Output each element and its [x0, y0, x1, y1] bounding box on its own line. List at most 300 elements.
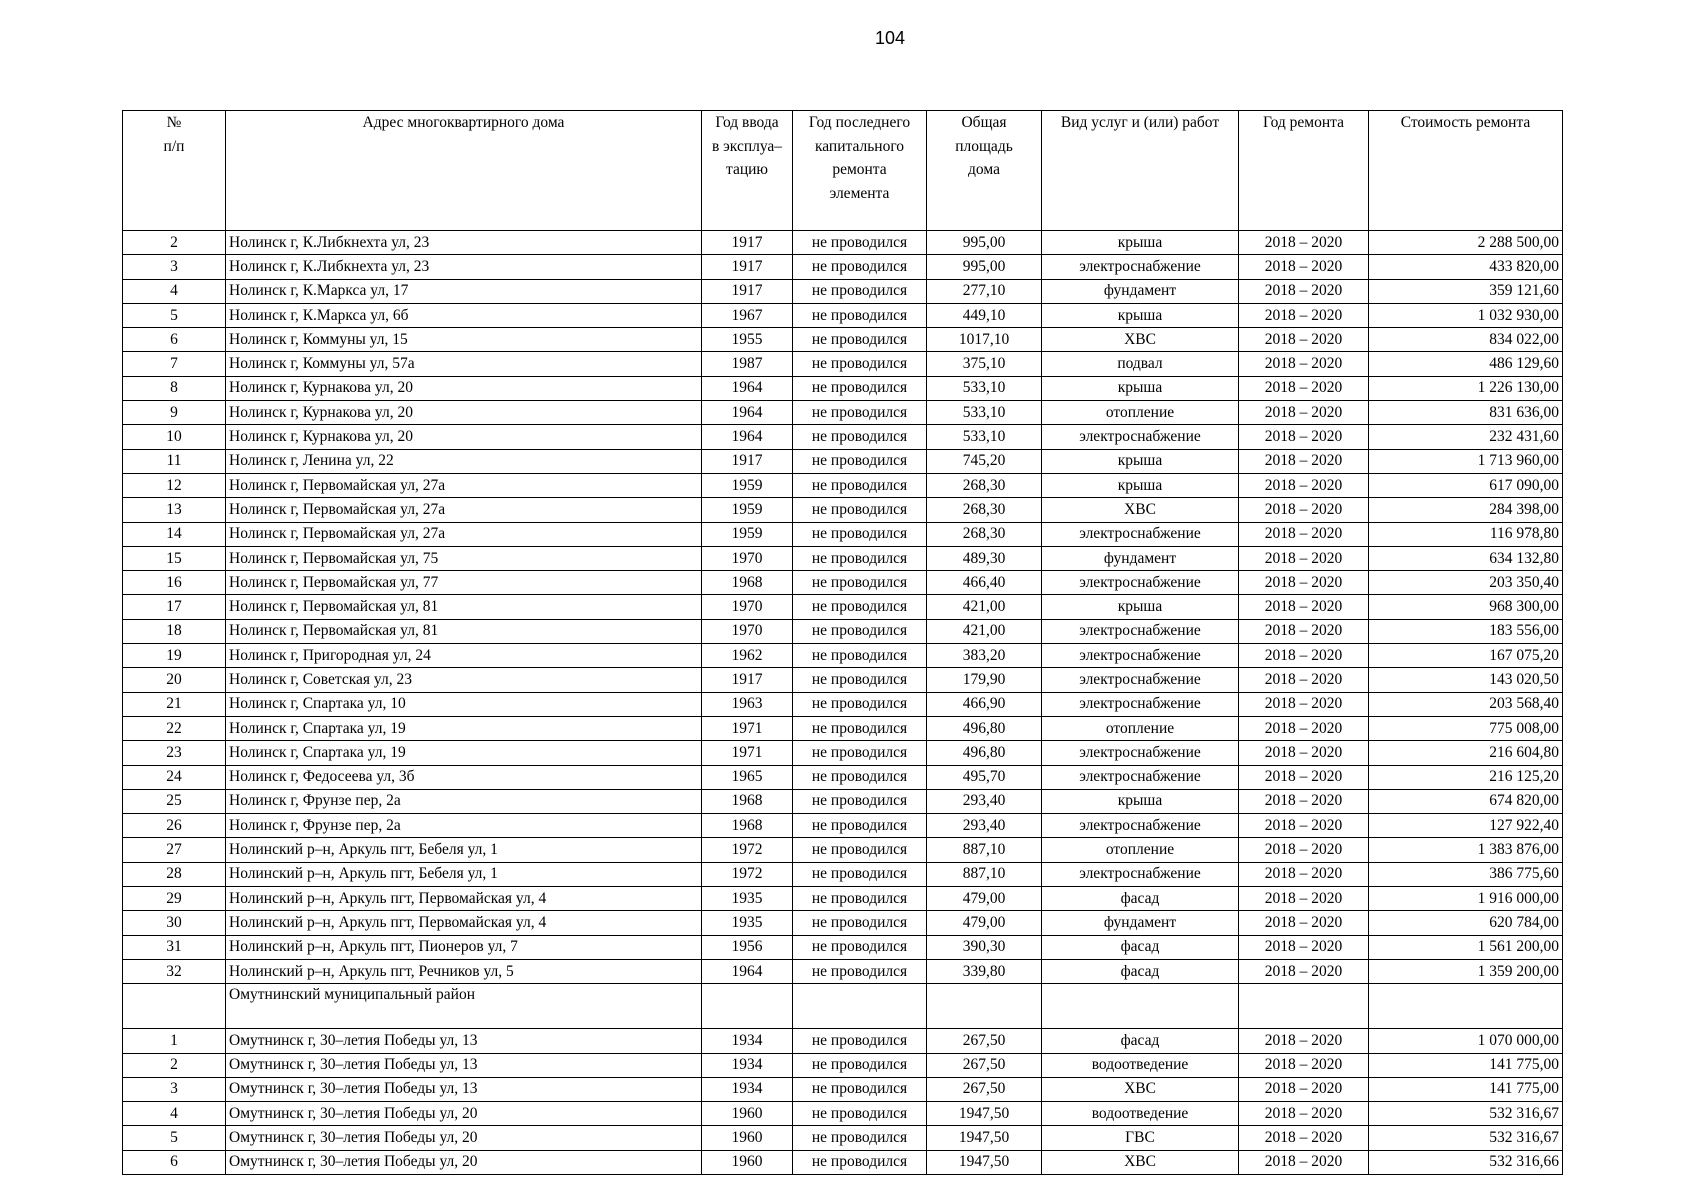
cell-address: Нолинск г, К.Маркса ул, 17 — [226, 279, 702, 303]
cell-repair-period: 2018 – 2020 — [1239, 911, 1369, 935]
cell-last-repair: не проводился — [793, 352, 927, 376]
cell-service: электроснабжение — [1042, 741, 1239, 765]
cell-area: 267,50 — [927, 1029, 1042, 1053]
table-row — [123, 231, 1563, 255]
cell-cost: 634 132,80 — [1369, 546, 1563, 570]
cell-address: Нолинск г, Первомайская ул, 77 — [226, 571, 702, 595]
cell-last-repair: не проводился — [793, 255, 927, 279]
cell-service: крыша — [1042, 789, 1239, 813]
cell-area: 277,10 — [927, 279, 1042, 303]
cell-cost: 232 431,60 — [1369, 425, 1563, 449]
cell-repair-period: 2018 – 2020 — [1239, 1126, 1369, 1150]
cell-cost: 1 226 130,00 — [1369, 376, 1563, 400]
cell-year: 1970 — [702, 546, 793, 570]
cell-service: ГВС — [1042, 1126, 1239, 1150]
header-line: Адрес многоквартирного дома — [362, 114, 565, 131]
header-line: в эксплуа– — [711, 137, 783, 155]
cell-area: 293,40 — [927, 814, 1042, 838]
header-line: Год ремонта — [1263, 114, 1344, 131]
cell-last-repair: не проводился — [793, 887, 927, 911]
cell-last-repair: не проводился — [793, 789, 927, 813]
table-row — [123, 741, 1563, 765]
header-line: п/п — [163, 137, 185, 155]
cell-service: фасад — [1042, 959, 1239, 983]
cell-repair-period: 2018 – 2020 — [1239, 765, 1369, 789]
cell-year: 1960 — [702, 1126, 793, 1150]
cell-area: 268,30 — [927, 522, 1042, 546]
table-row — [123, 959, 1563, 983]
header-address — [226, 111, 702, 231]
cell-repair-period: 2018 – 2020 — [1239, 644, 1369, 668]
header-year-in — [702, 111, 793, 231]
cell-area: 179,90 — [927, 668, 1042, 692]
cell-repair-period: 2018 – 2020 — [1239, 473, 1369, 497]
cell-year: 1917 — [702, 668, 793, 692]
cell-num: 20 — [123, 668, 226, 692]
cell-cost: 359 121,60 — [1369, 279, 1563, 303]
cell-repair-period: 2018 – 2020 — [1239, 255, 1369, 279]
cell-last-repair: не проводился — [793, 279, 927, 303]
cell-service: отопление — [1042, 838, 1239, 862]
cell-cost: 532 316,67 — [1369, 1102, 1563, 1126]
cell-service: крыша — [1042, 376, 1239, 400]
empty-cell — [1369, 984, 1563, 1029]
cell-service: фундамент — [1042, 279, 1239, 303]
cell-cost: 116 978,80 — [1369, 522, 1563, 546]
empty-cell — [1042, 984, 1239, 1029]
cell-num: 21 — [123, 692, 226, 716]
table-row — [123, 255, 1563, 279]
cell-service: ХВС — [1042, 1077, 1239, 1101]
cell-last-repair: не проводился — [793, 425, 927, 449]
cell-area: 1947,50 — [927, 1102, 1042, 1126]
cell-last-repair: не проводился — [793, 1126, 927, 1150]
empty-cell — [123, 984, 226, 1029]
header-repair-year — [1239, 111, 1369, 231]
cell-repair-period: 2018 – 2020 — [1239, 692, 1369, 716]
cell-year: 1917 — [702, 279, 793, 303]
cell-repair-period: 2018 – 2020 — [1239, 1053, 1369, 1077]
cell-service: фасад — [1042, 935, 1239, 959]
cell-cost: 127 922,40 — [1369, 814, 1563, 838]
header-num — [123, 111, 226, 231]
cell-year: 1971 — [702, 741, 793, 765]
cell-last-repair: не проводился — [793, 911, 927, 935]
empty-cell — [702, 984, 793, 1029]
cell-address: Нолинск г, Спартака ул, 19 — [226, 741, 702, 765]
cell-num: 25 — [123, 789, 226, 813]
cell-address: Нолинск г, Пригородная ул, 24 — [226, 644, 702, 668]
cell-repair-period: 2018 – 2020 — [1239, 425, 1369, 449]
cell-address: Нолинский р–н, Аркуль пгт, Первомайская ул, 4 — [226, 911, 702, 935]
cell-service: электроснабжение — [1042, 765, 1239, 789]
cell-year: 1917 — [702, 449, 793, 473]
cell-num: 28 — [123, 862, 226, 886]
cell-service: ХВС — [1042, 328, 1239, 352]
cell-address: Нолинск г, Курнакова ул, 20 — [226, 401, 702, 425]
table-row — [123, 595, 1563, 619]
cell-last-repair: не проводился — [793, 303, 927, 327]
header-line: дома — [968, 161, 1000, 178]
header-line: капитального — [814, 137, 905, 155]
cell-num: 29 — [123, 887, 226, 911]
cell-year: 1956 — [702, 935, 793, 959]
cell-repair-period: 2018 – 2020 — [1239, 814, 1369, 838]
district-row — [123, 984, 1563, 1029]
cell-service: электроснабжение — [1042, 255, 1239, 279]
cell-num: 2 — [123, 1053, 226, 1077]
table-row — [123, 352, 1563, 376]
header-line: ремонта — [832, 161, 887, 178]
cell-address: Нолинск г, Коммуны ул, 15 — [226, 328, 702, 352]
cell-area: 1947,50 — [927, 1150, 1042, 1174]
cell-repair-period: 2018 – 2020 — [1239, 571, 1369, 595]
cell-last-repair: не проводился — [793, 571, 927, 595]
cell-repair-period: 2018 – 2020 — [1239, 619, 1369, 643]
cell-last-repair: не проводился — [793, 1053, 927, 1077]
table-body — [123, 231, 1563, 1175]
cell-num: 24 — [123, 765, 226, 789]
header-line: тацию — [725, 161, 768, 178]
cell-year: 1964 — [702, 425, 793, 449]
cell-area: 995,00 — [927, 255, 1042, 279]
cell-address: Нолинск г, Первомайская ул, 81 — [226, 619, 702, 643]
cell-area: 887,10 — [927, 838, 1042, 862]
cell-address: Нолинский р–н, Аркуль пгт, Бебеля ул, 1 — [226, 838, 702, 862]
cell-repair-period: 2018 – 2020 — [1239, 303, 1369, 327]
cell-area: 375,10 — [927, 352, 1042, 376]
cell-area: 466,90 — [927, 692, 1042, 716]
cell-num: 5 — [123, 1126, 226, 1150]
cell-area: 449,10 — [927, 303, 1042, 327]
cell-year: 1917 — [702, 231, 793, 255]
cell-cost: 1 383 876,00 — [1369, 838, 1563, 862]
cell-area: 533,10 — [927, 401, 1042, 425]
cell-num: 27 — [123, 838, 226, 862]
cell-last-repair: не проводился — [793, 959, 927, 983]
cell-num: 30 — [123, 911, 226, 935]
cell-address: Нолинск г, Фрунзе пер, 2а — [226, 789, 702, 813]
table-row — [123, 473, 1563, 497]
cell-last-repair: не проводился — [793, 376, 927, 400]
cell-service: фасад — [1042, 1029, 1239, 1053]
district-title: Омутнинский муниципальный район — [226, 984, 702, 1029]
cell-repair-period: 2018 – 2020 — [1239, 887, 1369, 911]
cell-last-repair: не проводился — [793, 935, 927, 959]
cell-cost: 203 568,40 — [1369, 692, 1563, 716]
cell-year: 1959 — [702, 522, 793, 546]
cell-year: 1972 — [702, 838, 793, 862]
cell-area: 533,10 — [927, 425, 1042, 449]
cell-address: Нолинск г, Курнакова ул, 20 — [226, 425, 702, 449]
header-line: № — [166, 114, 182, 131]
cell-service: ХВС — [1042, 1150, 1239, 1174]
cell-service: отопление — [1042, 716, 1239, 740]
table-row — [123, 1077, 1563, 1101]
cell-num: 14 — [123, 522, 226, 546]
cell-cost: 1 916 000,00 — [1369, 887, 1563, 911]
cell-service: водоотведение — [1042, 1102, 1239, 1126]
table-row — [123, 279, 1563, 303]
cell-repair-period: 2018 – 2020 — [1239, 352, 1369, 376]
table-row — [123, 401, 1563, 425]
cell-repair-period: 2018 – 2020 — [1239, 449, 1369, 473]
table-row — [123, 328, 1563, 352]
cell-address: Нолинск г, Фрунзе пер, 2а — [226, 814, 702, 838]
cell-repair-period: 2018 – 2020 — [1239, 522, 1369, 546]
cell-last-repair: не проводился — [793, 522, 927, 546]
cell-repair-period: 2018 – 2020 — [1239, 838, 1369, 862]
cell-year: 1955 — [702, 328, 793, 352]
cell-cost: 141 775,00 — [1369, 1053, 1563, 1077]
cell-service: электроснабжение — [1042, 692, 1239, 716]
cell-address: Нолинск г, Первомайская ул, 27а — [226, 522, 702, 546]
cell-address: Омутнинск г, 30–летия Победы ул, 13 — [226, 1077, 702, 1101]
cell-repair-period: 2018 – 2020 — [1239, 959, 1369, 983]
cell-num: 26 — [123, 814, 226, 838]
cell-service: водоотведение — [1042, 1053, 1239, 1077]
cell-last-repair: не проводился — [793, 595, 927, 619]
table-header-row — [123, 111, 1563, 231]
repair-table — [122, 110, 1563, 1175]
header-line: Год последнего — [808, 114, 911, 131]
header-area — [927, 111, 1042, 231]
cell-area: 496,80 — [927, 716, 1042, 740]
cell-address: Омутнинск г, 30–летия Победы ул, 20 — [226, 1126, 702, 1150]
cell-num: 5 — [123, 303, 226, 327]
cell-last-repair: не проводился — [793, 231, 927, 255]
header-line: Стоимость ремонта — [1400, 114, 1531, 131]
cell-area: 1017,10 — [927, 328, 1042, 352]
empty-cell — [793, 984, 927, 1029]
cell-last-repair: не проводился — [793, 619, 927, 643]
cell-cost: 968 300,00 — [1369, 595, 1563, 619]
cell-num: 3 — [123, 1077, 226, 1101]
header-cost — [1369, 111, 1563, 231]
cell-repair-period: 2018 – 2020 — [1239, 279, 1369, 303]
cell-year: 1970 — [702, 619, 793, 643]
cell-num: 11 — [123, 449, 226, 473]
table-row — [123, 522, 1563, 546]
cell-address: Нолинск г, Коммуны ул, 57а — [226, 352, 702, 376]
cell-num: 13 — [123, 498, 226, 522]
cell-service: ХВС — [1042, 498, 1239, 522]
cell-cost: 831 636,00 — [1369, 401, 1563, 425]
cell-repair-period: 2018 – 2020 — [1239, 401, 1369, 425]
table-row — [123, 546, 1563, 570]
cell-year: 1968 — [702, 814, 793, 838]
cell-repair-period: 2018 – 2020 — [1239, 231, 1369, 255]
cell-area: 533,10 — [927, 376, 1042, 400]
cell-year: 1960 — [702, 1102, 793, 1126]
cell-num: 10 — [123, 425, 226, 449]
table-row — [123, 303, 1563, 327]
cell-area: 489,30 — [927, 546, 1042, 570]
cell-last-repair: не проводился — [793, 716, 927, 740]
cell-last-repair: не проводился — [793, 1029, 927, 1053]
table-row — [123, 449, 1563, 473]
cell-cost: 433 820,00 — [1369, 255, 1563, 279]
cell-cost: 141 775,00 — [1369, 1077, 1563, 1101]
table-row — [123, 862, 1563, 886]
cell-service: электроснабжение — [1042, 862, 1239, 886]
cell-cost: 167 075,20 — [1369, 644, 1563, 668]
cell-repair-period: 2018 – 2020 — [1239, 1102, 1369, 1126]
cell-repair-period: 2018 – 2020 — [1239, 498, 1369, 522]
header-line: площадь — [955, 137, 1013, 155]
cell-address: Нолинск г, Первомайская ул, 81 — [226, 595, 702, 619]
table-row — [123, 692, 1563, 716]
cell-cost: 203 350,40 — [1369, 571, 1563, 595]
cell-address: Нолинск г, Спартака ул, 19 — [226, 716, 702, 740]
cell-address: Нолинск г, Первомайская ул, 75 — [226, 546, 702, 570]
cell-area: 268,30 — [927, 473, 1042, 497]
cell-year: 1934 — [702, 1029, 793, 1053]
cell-last-repair: не проводился — [793, 328, 927, 352]
cell-service: крыша — [1042, 449, 1239, 473]
cell-service: фундамент — [1042, 911, 1239, 935]
cell-last-repair: не проводился — [793, 668, 927, 692]
header-line: Общая — [961, 114, 1007, 131]
cell-address: Нолинск г, Федосеева ул, 3б — [226, 765, 702, 789]
cell-year: 1934 — [702, 1077, 793, 1101]
cell-last-repair: не проводился — [793, 1102, 927, 1126]
cell-year: 1959 — [702, 473, 793, 497]
cell-address: Омутнинск г, 30–летия Победы ул, 13 — [226, 1053, 702, 1077]
cell-cost: 674 820,00 — [1369, 789, 1563, 813]
cell-last-repair: не проводился — [793, 692, 927, 716]
cell-num: 23 — [123, 741, 226, 765]
cell-area: 293,40 — [927, 789, 1042, 813]
cell-num: 2 — [123, 231, 226, 255]
cell-year: 1935 — [702, 911, 793, 935]
cell-last-repair: не проводился — [793, 1150, 927, 1174]
header-service — [1042, 111, 1239, 231]
cell-area: 887,10 — [927, 862, 1042, 886]
cell-service: электроснабжение — [1042, 571, 1239, 595]
cell-service: электроснабжение — [1042, 814, 1239, 838]
cell-service: электроснабжение — [1042, 425, 1239, 449]
cell-year: 1972 — [702, 862, 793, 886]
cell-service: крыша — [1042, 303, 1239, 327]
cell-address: Омутнинск г, 30–летия Победы ул, 13 — [226, 1029, 702, 1053]
cell-num: 32 — [123, 959, 226, 983]
table-row — [123, 498, 1563, 522]
cell-address: Нолинск г, Советская ул, 23 — [226, 668, 702, 692]
cell-address: Омутнинск г, 30–летия Победы ул, 20 — [226, 1102, 702, 1126]
cell-cost: 834 022,00 — [1369, 328, 1563, 352]
cell-year: 1959 — [702, 498, 793, 522]
cell-num: 7 — [123, 352, 226, 376]
cell-repair-period: 2018 – 2020 — [1239, 376, 1369, 400]
cell-cost: 486 129,60 — [1369, 352, 1563, 376]
cell-last-repair: не проводился — [793, 814, 927, 838]
cell-year: 1971 — [702, 716, 793, 740]
cell-area: 995,00 — [927, 231, 1042, 255]
cell-address: Нолинск г, Первомайская ул, 27а — [226, 498, 702, 522]
cell-cost: 1 561 200,00 — [1369, 935, 1563, 959]
cell-area: 495,70 — [927, 765, 1042, 789]
cell-cost: 532 316,67 — [1369, 1126, 1563, 1150]
cell-year: 1962 — [702, 644, 793, 668]
cell-num: 1 — [123, 1029, 226, 1053]
cell-area: 339,80 — [927, 959, 1042, 983]
cell-service: фундамент — [1042, 546, 1239, 570]
cell-last-repair: не проводился — [793, 401, 927, 425]
cell-repair-period: 2018 – 2020 — [1239, 741, 1369, 765]
cell-last-repair: не проводился — [793, 862, 927, 886]
cell-address: Нолинск г, К.Либкнехта ул, 23 — [226, 231, 702, 255]
cell-area: 1947,50 — [927, 1126, 1042, 1150]
cell-service: крыша — [1042, 473, 1239, 497]
header-last-repair — [793, 111, 927, 231]
cell-repair-period: 2018 – 2020 — [1239, 716, 1369, 740]
cell-year: 1934 — [702, 1053, 793, 1077]
cell-num: 22 — [123, 716, 226, 740]
cell-last-repair: не проводился — [793, 546, 927, 570]
cell-last-repair: не проводился — [793, 838, 927, 862]
cell-address: Нолинский р–н, Аркуль пгт, Речников ул, 5 — [226, 959, 702, 983]
cell-repair-period: 2018 – 2020 — [1239, 789, 1369, 813]
cell-repair-period: 2018 – 2020 — [1239, 1029, 1369, 1053]
cell-repair-period: 2018 – 2020 — [1239, 1077, 1369, 1101]
cell-year: 1964 — [702, 959, 793, 983]
cell-cost: 620 784,00 — [1369, 911, 1563, 935]
cell-num: 3 — [123, 255, 226, 279]
cell-repair-period: 2018 – 2020 — [1239, 935, 1369, 959]
table-row — [123, 814, 1563, 838]
table-row — [123, 644, 1563, 668]
cell-service: фасад — [1042, 887, 1239, 911]
cell-address: Нолинский р–н, Аркуль пгт, Первомайская ул, 4 — [226, 887, 702, 911]
cell-address: Нолинск г, Курнакова ул, 20 — [226, 376, 702, 400]
table-row — [123, 716, 1563, 740]
cell-year: 1964 — [702, 401, 793, 425]
cell-area: 383,20 — [927, 644, 1042, 668]
page-number: 104 — [874, 28, 906, 48]
cell-service: электроснабжение — [1042, 619, 1239, 643]
cell-year: 1964 — [702, 376, 793, 400]
cell-address: Нолинский р–н, Аркуль пгт, Бебеля ул, 1 — [226, 862, 702, 886]
cell-service: крыша — [1042, 231, 1239, 255]
cell-cost: 1 070 000,00 — [1369, 1029, 1563, 1053]
cell-num: 4 — [123, 279, 226, 303]
cell-repair-period: 2018 – 2020 — [1239, 328, 1369, 352]
cell-area: 421,00 — [927, 619, 1042, 643]
cell-repair-period: 2018 – 2020 — [1239, 1150, 1369, 1174]
cell-num: 6 — [123, 1150, 226, 1174]
table-row — [123, 838, 1563, 862]
table-row — [123, 571, 1563, 595]
cell-area: 421,00 — [927, 595, 1042, 619]
cell-num: 17 — [123, 595, 226, 619]
cell-year: 1968 — [702, 571, 793, 595]
cell-year: 1968 — [702, 789, 793, 813]
empty-cell — [927, 984, 1042, 1029]
cell-num: 9 — [123, 401, 226, 425]
table-row — [123, 765, 1563, 789]
cell-cost: 1 713 960,00 — [1369, 449, 1563, 473]
cell-cost: 386 775,60 — [1369, 862, 1563, 886]
table-row — [123, 619, 1563, 643]
cell-area: 745,20 — [927, 449, 1042, 473]
cell-cost: 2 288 500,00 — [1369, 231, 1563, 255]
cell-address: Нолинск г, К.Либкнехта ул, 23 — [226, 255, 702, 279]
table-row — [123, 1102, 1563, 1126]
cell-area: 268,30 — [927, 498, 1042, 522]
table-row — [123, 1150, 1563, 1174]
table-row — [123, 1053, 1563, 1077]
